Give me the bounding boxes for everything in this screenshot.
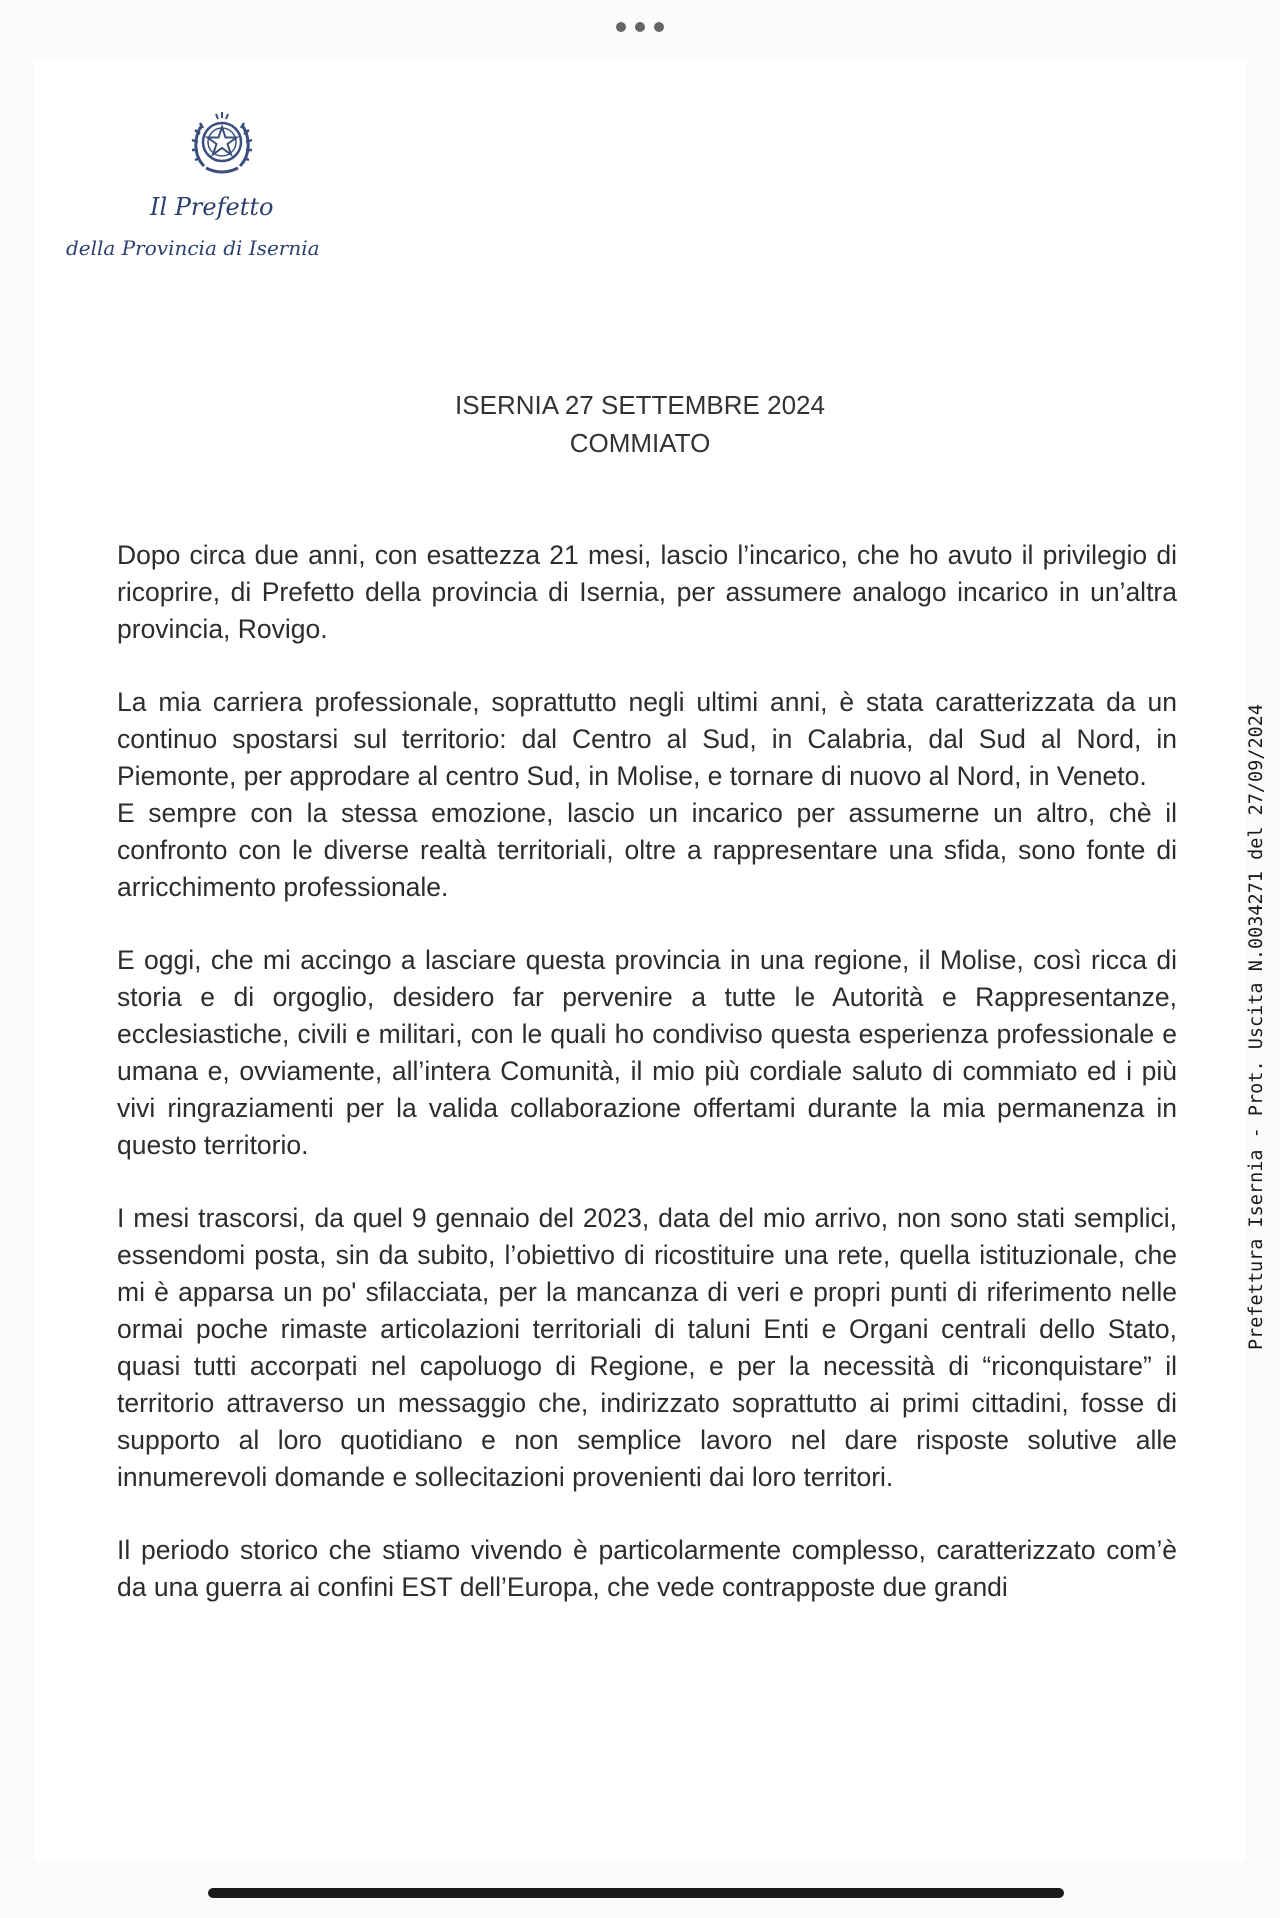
more-horizontal-icon <box>616 22 626 32</box>
home-indicator[interactable] <box>208 1888 1064 1898</box>
protocol-stamp: Prefettura Isernia - Prot. Uscita N.0034271 del 27/09/2024 <box>1246 703 1267 1350</box>
italian-republic-emblem-icon <box>190 110 254 176</box>
paragraph: Dopo circa due anni, con esattezza 21 mesi, lascio l’incarico, che ho avuto il privilegio di ricoprire, di Prefetto della provincia di Isernia, per assumere analogo incarico in un’altra provincia, Rovigo. <box>117 540 1177 644</box>
document-date: ISERNIA 27 SETTEMBRE 2024 <box>455 390 825 420</box>
paragraph: Il periodo storico che stiamo vivendo è particolarmente complesso, caratterizzato com’è da una guerra ai confini EST dell’Europa, che vede contrapposte due grandi <box>117 1535 1177 1602</box>
paragraph: E sempre con la stessa emozione, lascio un incarico per assumerne un altro, chè il confronto con le diverse realtà territoriali, oltre a rappresentare una sfida, sono fonte di arricchimento professionale. <box>117 798 1177 902</box>
paragraph: La mia carriera professionale, soprattutto negli ultimi anni, è stata caratterizzata da un continuo spostarsi sul territorio: dal Centro al Sud, in Calabria, dal Sud al Nord, in Piemonte, per approdare al centro Sud, in Molise, e tornare di nuovo al Nord, in Veneto. <box>117 687 1177 791</box>
document-subject: COMMIATO <box>569 428 711 458</box>
more-options-button[interactable] <box>616 22 664 32</box>
document-body <box>117 537 1177 1642</box>
paragraph: E oggi, che mi accingo a lasciare questa provincia in una regione, il Molise, così ricca di storia e di orgoglio, desidero far pervenire a tutte le Autorità e Rappresentanze, ecclesiastiche, civili e militari, con le quali ho condiviso questa esperienza professionale e umana e, ovviamente, all’intera Comunità, il mio più cordiale saluto di commiato ed i più vivi ringraziamenti per la valida collaborazione offertami durante la mia permanenza in questo territorio. <box>117 945 1177 1160</box>
letterhead-title: Il Prefetto <box>150 193 274 221</box>
paragraph: I mesi trascorsi, da quel 9 gennaio del 2023, data del mio arrivo, non sono stati semplici, essendomi posta, sin da subito, l’obiettivo di ricostituire una rete, quella istituzionale, che mi è apparsa un po' sfilacciata, per la mancanza di veri e propri punti di riferimento nelle ormai poche rimaste articolazioni territoriali di taluni Enti e Organi centrali dello Stato, quasi tutti accorpati nel capoluogo di Regione, e per la necessità di “riconquistare” il territorio attraverso un messaggio che, indirizzato soprattutto ai primi cittadini, fosse di supporto al loro quotidiano e non semplice lavoro nel dare risposte solutive alle innumerevoli domande e sollecitazioni provenienti dai loro territori. <box>117 1203 1177 1492</box>
letterhead-subtitle: della Provincia di Isernia <box>66 236 320 260</box>
